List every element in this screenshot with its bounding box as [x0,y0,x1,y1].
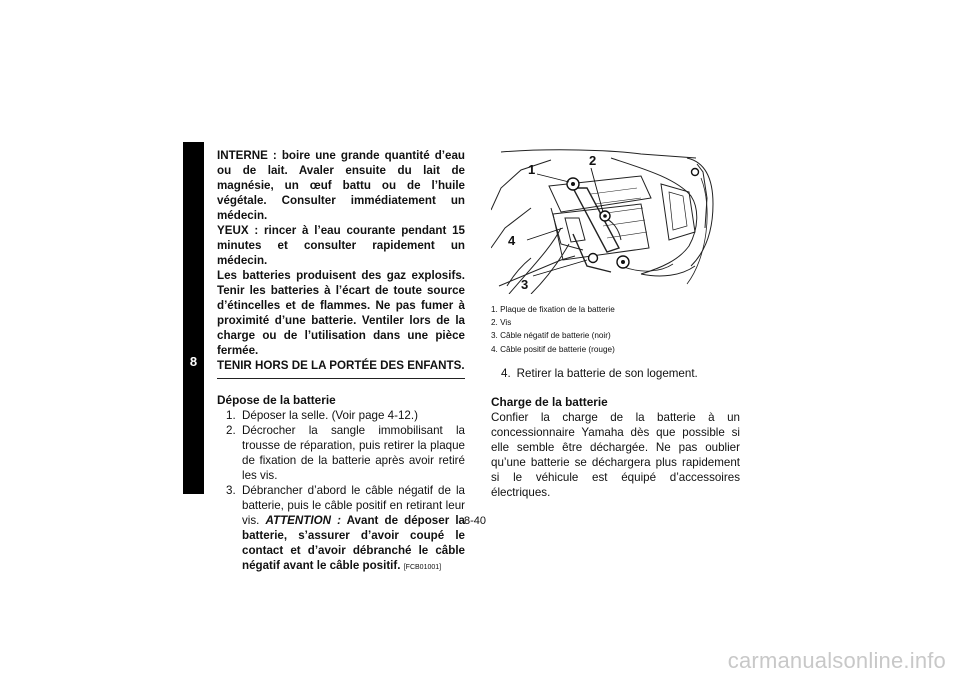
attention-text: Avant de déposer la batterie, s’assurer d’avoir coupé le contact et d’avoir débranché le câble négatif avant le câble positif. [242,514,465,572]
attention-code: [FCB01001] [403,564,442,571]
removal-step-2 [217,423,465,483]
callout-1: 1 [528,162,536,177]
figure-caption [491,303,740,356]
removal-steps [217,408,465,575]
warning-children: TENIR HORS DE LA PORTÉE DES ENFANTS. [217,359,465,372]
attention-label: ATTENTION : [265,514,341,527]
step-text: Décrocher la sangle immobilisant la trousse de réparation, puis retirer la plaque de fixation de la batterie après avoir retiré les vis. [242,424,465,482]
chapter-number: 8 [189,354,198,369]
attention-note [242,514,465,572]
caption-item: 3. Câble négatif de batterie (noir) [491,331,611,341]
removal-step-4 [491,366,740,381]
callout-3: 3 [521,277,529,292]
charging-section [491,395,740,500]
caption-item: 1. Plaque de fixation de la batterie [491,305,615,314]
callout-4: 4 [508,233,516,248]
warning-eyes: YEUX : rincer à l’eau courante pendant 15 minutes et consulter rapidement un médecin. [217,224,465,267]
step-number: 4. [501,366,511,380]
step-number: 1. [226,409,236,422]
warning-divider [217,378,465,379]
battery-figure [491,148,740,294]
removal-heading: Dépose de la batterie [217,393,336,407]
step-text: Déposer la selle. (Voir page 4-12.) [242,409,418,422]
warning-internal: INTERNE : boire une grande quantité d’eau ou de lait. Avaler ensuite du lait de magnésie, un œuf battu ou de l’huile végétale. Consulter immédiatement un médecin. [217,149,465,222]
caption-item: 4. Câble positif de batterie (rouge) [491,344,615,354]
watermark: carmanualsonline.info [727,648,946,673]
charging-heading: Charge de la batterie [491,394,608,409]
chapter-tab [183,142,204,494]
charging-text: Confier la charge de la batterie à un concessionnaire Yamaha dès que possible si elle semble être déchargée. Ne pas oublier qu’une batterie se déchargera plus rapidement si le véhicule est équipé d’accessoires électriques. [491,410,740,499]
step-text: Retirer la batterie de son logement. [516,366,698,380]
right-column [491,148,740,500]
step-number: 2. [226,424,236,437]
warning-explosive-gas: Les batteries produisent des gaz explosifs. Tenir les batteries à l’écart de toute source d’étincelles et de flammes. Ne pas fumer à proximité d’une batterie. Ventiler lors de la charge ou de l’utilisation dans une pièce fermée. [217,269,465,357]
removal-step-1 [217,408,465,423]
page-number: 8-40 [464,515,487,527]
warning-block [217,148,465,373]
caption-item: 2. Vis [491,318,512,328]
removal-step-3 [217,483,465,575]
step-text: Débrancher d’abord le câble négatif de la batterie, puis le câble positif en retirant leur vis. [242,484,465,527]
left-column [217,148,465,575]
step-number: 3. [226,484,236,497]
callout-2: 2 [589,153,597,168]
